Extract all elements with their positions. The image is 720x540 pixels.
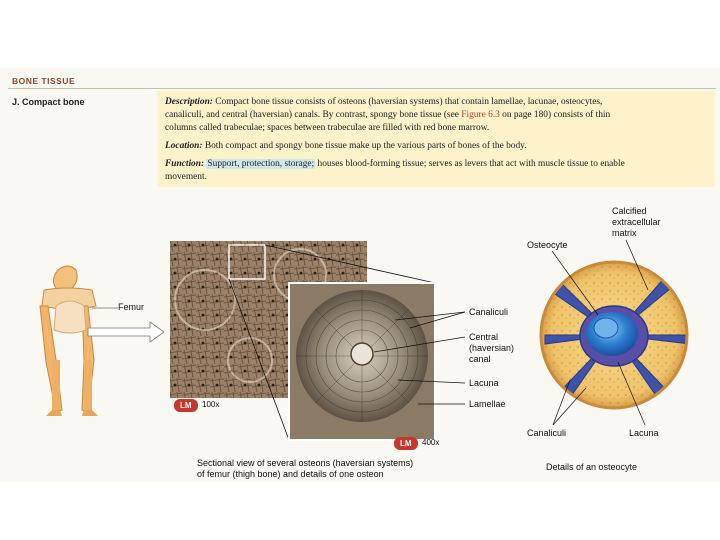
label-canaliculi-detail: Canaliculi [527, 428, 567, 438]
magnification-low: 100x [202, 400, 220, 409]
figure-reference-link[interactable]: Figure 6.3 [461, 110, 500, 120]
description-text-1: Compact bone tissue consists of osteons (haversian systems) that contain lamellae, lacunae, osteocytes, [215, 97, 603, 107]
label-central-canal-3: canal [469, 354, 491, 364]
label-lamellae: Lamellae [469, 399, 506, 409]
function-label: Function: [165, 159, 205, 169]
label-matrix-3: matrix [612, 228, 637, 238]
caption-detail: Details of an osteocyte [546, 462, 638, 472]
label-canaliculi: Canaliculi [469, 307, 509, 317]
label-lacuna-detail: Lacuna [629, 428, 659, 438]
description-line-3: columns called trabeculae; spaces between trabeculae are filled with red bone marrow. [165, 123, 490, 133]
section-title: BONE TISSUE [12, 76, 76, 86]
magnification-high: 400x [422, 438, 440, 447]
femur-label: Femur [118, 302, 145, 312]
description-label: Description: [165, 97, 213, 107]
caption-line-2: of femur (thigh bone) and details of one osteon [197, 469, 384, 479]
function-text: houses blood-forming tissue; serves as levers that act with muscle tissue to enable [317, 159, 625, 169]
description-text-2b: on page 180) consists of thin [502, 110, 611, 120]
description-text-2: canaliculi, and central (haversian) canals. By contrast, spongy bone tissue (see [165, 110, 459, 120]
femur-figure [40, 266, 98, 416]
label-matrix-1: Calcified [612, 206, 647, 216]
label-matrix-2: extracellular [612, 217, 661, 227]
location-label: Location: [165, 141, 203, 151]
lm-badge-low: LM [174, 399, 198, 412]
tissue-label: J. Compact bone [12, 97, 85, 107]
label-central-canal-1: Central [469, 332, 499, 342]
function-line-2: movement. [165, 172, 207, 182]
location-text: Both compact and spongy bone tissue make up the various parts of bones of the body. [204, 141, 527, 151]
label-lacuna: Lacuna [469, 378, 499, 388]
function-highlight: Support, protection, storage; [207, 159, 315, 169]
caption-line-1: Sectional view of several osteons (haversian systems) [197, 458, 414, 468]
label-osteocyte: Osteocyte [527, 240, 568, 250]
label-central-canal-2: (haversian) [469, 343, 515, 353]
lm-badge-high: LM [394, 437, 418, 450]
